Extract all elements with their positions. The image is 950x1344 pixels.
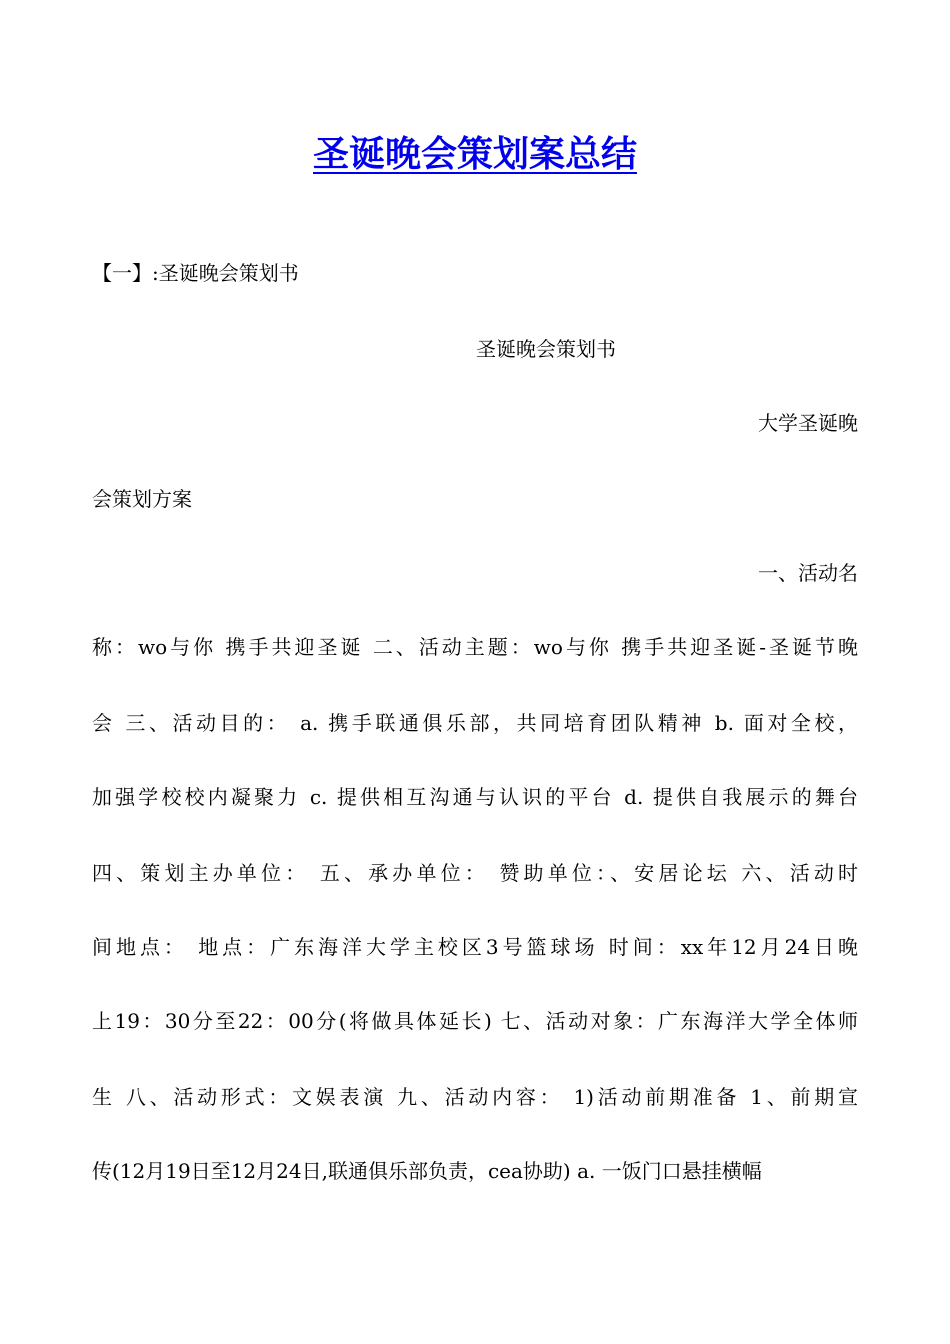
body-line-1: 大学圣诞晚 — [758, 411, 858, 435]
section-heading: 【一】:圣诞晚会策划书 — [92, 261, 299, 285]
body-line-4: 称：wo与你 携手共迎圣诞 二、活动主题：wo与你 携手共迎圣诞-圣诞节晚 — [92, 635, 858, 659]
body-line-8: 间地点： 地点：广东海洋大学主校区3号篮球场 时间：xx年12月24日晚 — [92, 935, 858, 959]
document-title — [0, 128, 950, 180]
body-line-7: 四、策划主办单位： 五、承办单位： 赞助单位：、安居论坛 六、活动时 — [92, 861, 858, 885]
body-line-11: 传(12月19日至12月24日,联通俱乐部负责，cea协助) a. 一饭门口悬挂横幅 — [92, 1159, 762, 1183]
body-line-5: 会 三、活动目的： a. 携手联通俱乐部，共同培育团队精神 b. 面对全校， — [92, 711, 858, 735]
body-line-9: 上19：30分至22：00分(将做具体延长) 七、活动对象：广东海洋大学全体师 — [92, 1009, 858, 1033]
body-line-2: 会策划方案 — [92, 487, 192, 511]
subtitle: 圣诞晚会策划书 — [476, 337, 616, 361]
document-title-link[interactable]: 圣诞晚会策划案总结 — [312, 133, 637, 175]
body-line-10: 生 八、活动形式：文娱表演 九、活动内容： 1)活动前期准备 1、前期宣 — [92, 1085, 858, 1109]
body-line-6: 加强学校校内凝聚力 c. 提供相互沟通与认识的平台 d. 提供自我展示的舞台 — [92, 785, 858, 809]
body-line-3: 一、活动名 — [758, 561, 858, 585]
